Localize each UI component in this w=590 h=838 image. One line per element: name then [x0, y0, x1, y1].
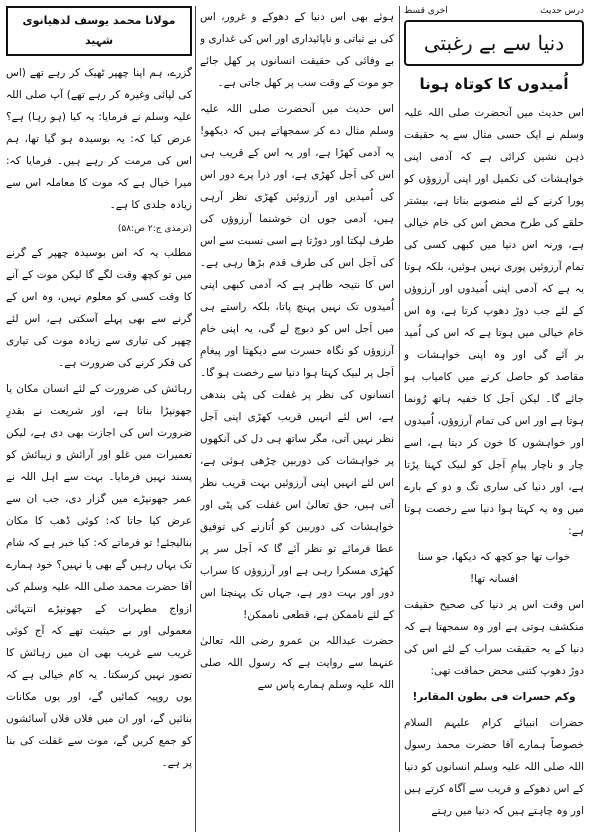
series-tag: درس حدیث: [540, 6, 584, 16]
paragraph: رہائش کی ضرورت کے لئے انسان مکان یا جھونپڑا بناتا ہے، اور شریعت نے بقدرِ ضرورت اس کی اجازت بھی دی ہے، لیکن تعمیرات میں غلو اور آرائش و زیبائش کو پسند نہیں فرمایا۔ بہت سے اہل اللہ نے عمر جھونپڑے میں گزار دی، جب ان سے عرض کیا جاتا کہ: کوئی ڈھب کا مکان بنالیجئے! تو فرماتے کہ: کیا خبر ہے کہ شام تک یہاں رہیں گے بھی یا نہیں؟ خود ہمارے آقا حضرت محمد صلی اللہ علیہ وسلم کی ازواج مطہرات کے جھونپڑے انتہائی معمولی اور بے حیثیت تھے کہ آج کوئی غریب سے غریب بھی ان میں رہائش کا تصور نہیں کرسکتا۔ یہ کام خیالی ہے کہ یوں روپیہ کمائیں گے، اور یوں مکانات بنائیں گے، اور ان میں فلاں فلاں آسائشوں کو جمع کریں گے، موت سے غفلت کی بنا پر ہے۔: [6, 383, 192, 769]
column-divider: [399, 6, 400, 832]
column-right: [404, 6, 584, 832]
citation: (ترمذی ج:۲ ص:۵۸): [117, 224, 192, 234]
article-subhead: اُمیدوں کا کوتاہ ہونا: [419, 75, 569, 93]
part-tag: آخری قسط: [404, 6, 448, 16]
paragraph: ہوئے بھی اس دنیا کے دھوکے و غرور، اس کی بے ثباتی و ناپائیداری اور اس کی غداری و بے وفائی کی حقیقت انسانوں پر کھل جائے جو موت کے وقت سب پر کھل جاتی ہے۔: [200, 11, 394, 89]
paragraph: اس حدیث میں آنحضرت صلی اللہ علیہ وسلم نے ایک حسی مثال سے یہ حقیقت ذہن نشین کرائی ہے کہ آدمی اپنی خواہشات کی تکمیل اور اپنی آرزوؤں کو پورا کرنے کے لئے منصوبے بناتا ہے، بیشتر حلقے کی طرح محض اس کی خام خیالی ہے، ورنہ اس دنیا میں کبھی کسی کی تمام آرزوئیں پوری نہیں ہوئیں، بلکہ ہوتا یہ ہے کہ آدمی اپنی اُمیدوں اور آرزوؤں کے لئے جب دوڑ دھوپ کرتا ہے، وہ اس خام خیالی میں ہوتا ہے کہ اس کی اُمید بر آئے گی اور وہ اپنی خواہشات و مقاصد کو حاصل کرنے میں کامیاب ہو جائے گا۔ لیکن اَجل کا خفیہ ہاتھ رُونما ہوتا ہے اور اس کی تمام آرزوؤں، اُمیدوں اور خواہشوں کا خون کر دیتا ہے، اسے چار و ناچار پیامِ اَجل کو لبیک کہنا پڑتا ہے، اور دنیا کی ساری تگ و دو کے بارے میں وہ یہ کہتا ہوا دنیا سے رخصت ہوتا ہے:: [404, 107, 584, 537]
arabic-quote: وکم حسرات فی بطون المقابر!: [412, 691, 576, 703]
verse: خواب تھا جو کچھ کہ دیکھا، جو سنا افسانہ تھا!: [417, 551, 571, 585]
article-headline: دنیا سے بے رغبتی: [404, 20, 584, 66]
column-left: [6, 6, 192, 832]
column-middle: [200, 6, 394, 832]
paragraph: حضرت عبداللہ بن عمرو رضی اللہ تعالیٰ عنہما سے روایت ہے کہ رسول اللہ صلی اللہ علیہ وسلم ہمارے پاس سے: [200, 635, 394, 691]
column-tags: [404, 6, 584, 16]
author-name: مولانا محمد یوسف لدھیانوی شہید: [6, 6, 192, 56]
paragraph: گزرے، ہم اپنا چھپر ٹھیک کر رہے تھے (اس کی لپائی وغیرہ کر رہے تھے) آپ صلی اللہ علیہ وسلم نے فرمایا: یہ کیا (ہو رہا) ہے؟ عرض کیا کہ: یہ بوسیدہ ہو گیا تھا، ہم اس کی مرمت کر رہے ہیں۔ فرمایا کہ: میرا خیال ہے کہ موت کا معاملہ اس سے زیادہ جلدی کا ہے۔: [6, 67, 192, 211]
paragraph: اس حدیث میں آنحضرت صلی اللہ علیہ وسلم مثال دے کر سمجھاتے ہیں کہ دیکھو! یہ آدمی کھڑا ہے، اور یہ اس کے قریب ہی اس کی اَجل کھڑی ہے، اور ذرا پرے دور اس کی اُمیدیں اور آرزوئیں کھڑی نظر آرہی ہیں، آدمی جوں ان خوشنما آرزوؤں کی طرف لپکتا اور دوڑتا ہے اسی نسبت سے اس کی اَجل اس کی طرف قدم بڑھا رہی ہے۔ اس کا نتیجہ ظاہر ہے کہ آدمی کبھی اپنی اُمیدوں تک نہیں پہنچ پاتا، بلکہ راستے ہی میں اَجل اس کو دبوچ لے گی، یہ اپنی خام آرزوؤں کو نگاہ حسرت سے دیکھتا اور پیغامِ اَجل پر لبیک کہتا ہوا دنیا سے رخصت ہو گا۔ انسانوں کی نظر پر غفلت کی پٹی بندھی ہے، اس لئے انہیں قریب کھڑی اپنی اَجل نظر نہیں آتی، مگر ساتھ ہی دل کی آنکھوں پر خواہشات کی دوربین چڑھی ہوئی ہے، اس لئے انہیں اپنی آرزوئیں بہت قریب نظر آتی ہیں، حق تعالیٰ اس غفلت کی پٹی اور خواہشات کی دوربین کو اُتارنے کی توفیق عطا فرمائے تو نظر آئے گا کہ اَجل سر پر کھڑی مسکرا رہی ہے اور آرزوؤں کا سراب دور اور بہت دور ہے، جہاں تک پہنچنا اس کے لئے ناممکن ہے، قطعی ناممکن!: [200, 103, 394, 621]
paragraph: اس وقت اس پر دنیا کی صحیح حقیقت منکشف ہوتی ہے اور وہ سمجھتا ہے کہ دنیا کے یہ حقیقت سراب کے لئے اس کی دوڑ دھوپ کتنی محض حماقت تھی:: [404, 599, 584, 677]
paragraph: حضرات انبیائے کرام علیہم السلام خصوصاً ہمارے آقا حضرت محمد رسول اللہ صلی اللہ علیہ وسلم انسانوں کو دنیا کے اس دھوکے و فریب سے آگاہ کرتے ہیں اور وہ چاہتے ہیں کہ دنیا میں رہتے: [404, 717, 584, 817]
paragraph: مطلب یہ کہ اس بوسیدہ چھپر کے گرنے میں تو کچھ وقت لگے گا لیکن موت کے آنے کا وقت کسی کو معلوم نہیں، وہ اس کے گرنے سے بھی پہلے آسکتی ہے، اس لئے چھپر کی تیاری سے زیادہ موت کی تیاری کی فکر کرنے کی ضرورت ہے۔: [6, 247, 192, 369]
column-divider: [195, 6, 196, 832]
